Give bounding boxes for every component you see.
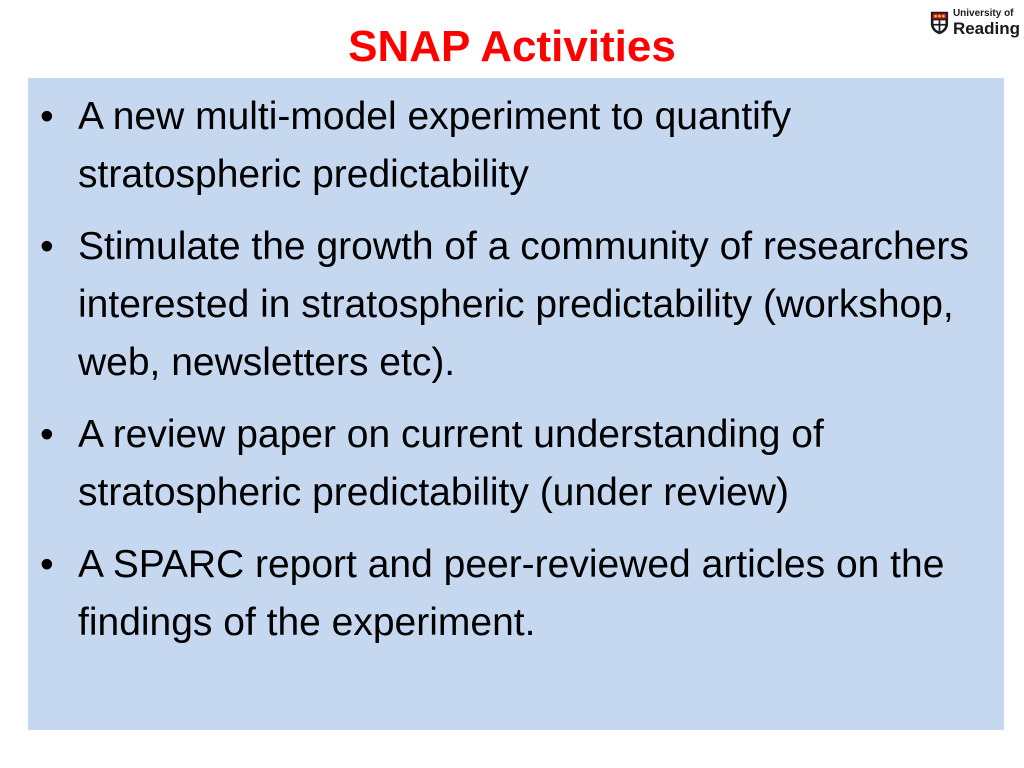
bullet-marker: • xyxy=(40,543,54,586)
bullet-text: A new multi-model experiment to quantify stratospheric predictability xyxy=(78,95,792,196)
bullet-item xyxy=(40,406,980,522)
bullet-marker: • xyxy=(40,413,54,456)
bullet-text: Stimulate the growth of a community of researchers interested in stratospheric predictability (workshop, web, newsletters etc). xyxy=(78,225,969,384)
bullet-text: A review paper on current understanding of stratospheric predictability (under review) xyxy=(78,413,824,514)
university-logo xyxy=(930,6,1020,40)
content-box xyxy=(28,78,1004,730)
logo-text-line2: Reading xyxy=(952,19,1020,38)
bullet-item xyxy=(40,88,980,204)
logo-text-line1: University of xyxy=(952,8,1014,19)
crest-icon xyxy=(930,9,949,37)
bullet-list xyxy=(40,88,980,652)
bullet-marker: • xyxy=(40,225,54,268)
bullet-marker: • xyxy=(40,95,54,138)
bullet-text: A SPARC report and peer-reviewed articles on the findings of the experiment. xyxy=(78,543,945,644)
bullet-item xyxy=(40,536,980,652)
logo-wordmark xyxy=(953,9,1020,37)
bullet-item xyxy=(40,218,980,392)
slide-title: SNAP Activities xyxy=(348,22,676,71)
